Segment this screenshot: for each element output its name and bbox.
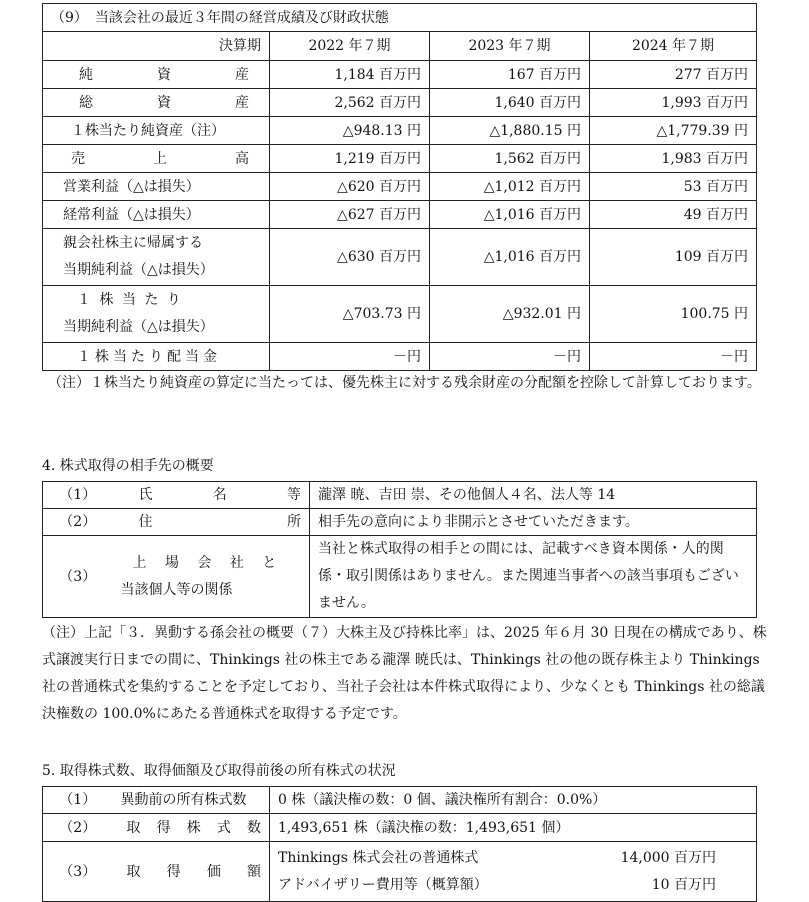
cell: 277 百万円	[590, 61, 757, 89]
cell: 1,640 百万円	[430, 89, 590, 117]
price-breakdown	[270, 842, 757, 902]
table-row	[43, 536, 757, 618]
cell: 1,219 百万円	[270, 145, 430, 173]
cell: △620 百万円	[270, 173, 430, 201]
price-item	[278, 845, 748, 872]
row-label: 総 資 産	[43, 89, 270, 117]
cell: 1,184 百万円	[270, 61, 430, 89]
price-item-name: アドバイザリー費用等（概算額）	[278, 876, 488, 893]
table-row	[43, 842, 757, 902]
cell: 167 百万円	[430, 61, 590, 89]
row-label: １株当たり純資産（注）	[43, 117, 270, 145]
cell: △1,016 百万円	[430, 229, 590, 286]
row-label-line1: 上 場 会 社 と	[132, 554, 284, 571]
row-label: 住 所	[113, 509, 310, 536]
cell: 2,562 百万円	[270, 89, 430, 117]
price-item-name: Thinkings 株式会社の普通株式	[278, 849, 479, 866]
cell: 瀧澤 暁、吉田 崇、その他個人４名、法人等 14	[310, 482, 757, 509]
row-label	[113, 536, 310, 618]
acquisition-table	[42, 786, 757, 902]
row-label-line2: 当期純利益（△は損失）	[63, 319, 214, 335]
row-label-line1: １ 株 当 た り	[77, 292, 183, 308]
cell: 100.75 円	[590, 286, 757, 343]
cell: △703.73 円	[270, 286, 430, 343]
table-row	[43, 814, 757, 842]
section4-heading: 4. 株式取得の相手先の概要	[42, 458, 214, 474]
cell: 49 百万円	[590, 201, 757, 229]
table-row	[43, 89, 757, 117]
cell: 当社と株式取得の相手との間には、記載すべき資本関係・人的関係・取引関係はありません。また関連当事者への該当事項もございません。	[310, 536, 757, 618]
cell: △1,016 百万円	[430, 201, 590, 229]
row-label: 売 上 高	[43, 145, 270, 173]
cell: 53 百万円	[590, 173, 757, 201]
cell: 相手先の意向により非開示とさせていただきます。	[310, 509, 757, 536]
cell: △1,880.15 円	[430, 117, 590, 145]
cell: △948.13 円	[270, 117, 430, 145]
table-row	[43, 201, 757, 229]
cell: △1,779.39 円	[590, 117, 757, 145]
financials-caption: （9） 当該会社の最近３年間の経営成績及び財政状態	[43, 4, 757, 32]
table-row	[43, 117, 757, 145]
table-row	[43, 173, 757, 201]
row-label: 取 得 株 式 数	[113, 814, 270, 842]
table-row	[43, 61, 757, 89]
table-row	[43, 229, 757, 286]
section5-heading: 5. 取得株式数、取得価額及び取得前後の所有株式の状況	[42, 763, 396, 779]
table-row	[43, 145, 757, 173]
row-label: 氏 名 等	[113, 482, 310, 509]
cell: 1,983 百万円	[590, 145, 757, 173]
cell: △627 百万円	[270, 201, 430, 229]
cell: △630 百万円	[270, 229, 430, 286]
cell: －円	[270, 343, 430, 371]
price-item-amount: 10 百万円	[651, 876, 716, 893]
table-row	[43, 286, 757, 343]
counterparty-note: （注）上記「３．異動する孫会社の概要（７）大株主及び持株比率」は、2025 年６月 30 日現在の構成であり、株式譲渡実行日までの間に、Thinkings 社の株主である瀧澤 暁氏は、Thinkings 社の他の既存株主より Thinkings 社の普通株式を集約することを予定しており、当社子会社は本件株式取得により、少なくとも Thinkings 社の総議決権数の 100.0%にあたる普通株式を取得する予定です。	[42, 625, 767, 722]
col-2023: 2023 年７期	[430, 32, 590, 61]
counterparty-table	[42, 481, 757, 618]
row-label-line2: 当期純利益（△は損失）	[63, 262, 214, 278]
row-label: 純 資 産	[43, 61, 270, 89]
price-item	[278, 872, 748, 899]
cell: 109 百万円	[590, 229, 757, 286]
cell: －円	[590, 343, 757, 371]
table-row	[43, 343, 757, 371]
financials-note: （注）１株当たり純資産の算定に当たっては、優先株主に対する残余財産の分配額を控除して計算しております。	[48, 375, 761, 391]
cell: △932.01 円	[430, 286, 590, 343]
cell: 1,562 百万円	[430, 145, 590, 173]
row-label	[43, 286, 270, 343]
row-label: 営業利益（△は損失）	[43, 173, 270, 201]
financials-table	[42, 3, 757, 371]
row-label	[43, 229, 270, 286]
cell: －円	[430, 343, 590, 371]
row-number: （2）	[43, 814, 113, 842]
table-row	[43, 509, 757, 536]
table-row	[43, 482, 757, 509]
row-label: 異動前の所有株式数	[113, 787, 270, 814]
period-header: 決算期	[43, 32, 270, 61]
col-2022: 2022 年７期	[270, 32, 430, 61]
row-label: 取 得 価 額	[113, 842, 270, 902]
cell: 1,993 百万円	[590, 89, 757, 117]
row-label-line1: 親会社株主に帰属する	[63, 235, 203, 251]
row-label: 経常利益（△は損失）	[43, 201, 270, 229]
row-number: （1）	[43, 787, 113, 814]
row-number: （3）	[43, 842, 113, 902]
row-label: １株当たり配当金	[43, 343, 270, 371]
row-number: （1）	[43, 482, 113, 509]
cell: 1,493,651 株（議決権の数：1,493,651 個）	[270, 814, 757, 842]
cell: 0 株（議決権の数：0 個、議決権所有割合：0.0%）	[270, 787, 757, 814]
row-number: （3）	[43, 536, 113, 618]
row-label-line2: 当該個人等の関係	[120, 581, 233, 598]
price-item-amount: 14,000 百万円	[620, 849, 716, 866]
table-row	[43, 787, 757, 814]
cell: △1,012 百万円	[430, 173, 590, 201]
row-number: （2）	[43, 509, 113, 536]
col-2024: 2024 年７期	[590, 32, 757, 61]
